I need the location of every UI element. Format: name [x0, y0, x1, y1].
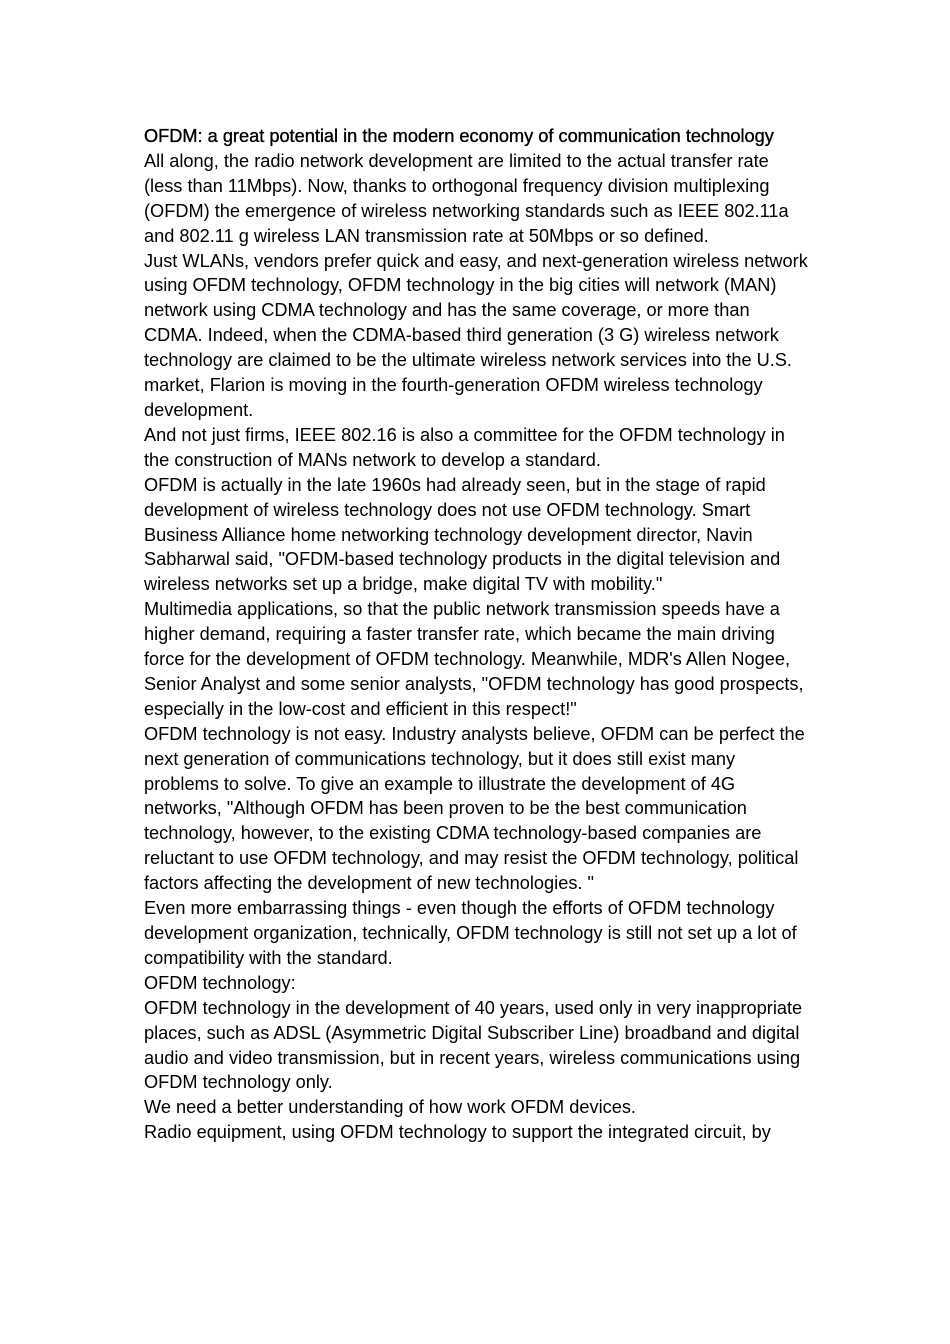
paragraph-intro: All along, the radio network development are limited to the actual transfer rate (less than 11Mbps). Now, thanks to orthogonal frequency division multiplexing (OFDM) the emergence of wireless networking standards such as IEEE 802.11a and 802.11 g wireless LAN transmission rate at 50Mbps or so defined. — [144, 150, 789, 246]
document-title: OFDM: a great potential in the modern economy of communication technology — [144, 126, 774, 146]
paragraph-development: OFDM technology in the development of 40 years, used only in very inappropriate places, such as ADSL (Asymmetric Digital Subscriber Line) broadband and digital audio and video transmission, but in recent years, wireless communications using OFDM technology only. — [144, 997, 803, 1093]
paragraph-multimedia: Multimedia applications, so that the public network transmission speeds have a higher demand, requiring a faster transfer rate, which became the main driving force for the development of OFDM technology. Meanwhile, MDR's Allen Nogee, Senior Analyst and some senior analysts, "OFDM technology has good prospects, especially in the low-cost and efficient in this respect!" — [144, 599, 804, 719]
section-heading-ofdm-technology: OFDM technology: — [144, 972, 296, 993]
paragraph-radio-equipment: Radio equipment, using OFDM technology to support the integrated circuit, by — [144, 1122, 771, 1143]
paragraph-history: OFDM is actually in the late 1960s had already seen, but in the stage of rapid development of wireless technology does not use OFDM technology. Smart Business Alliance home networking technology development director, Navin Sabharwal said, "OFDM-based technology products in the digital television and wireless networks set up a bridge, make digital TV with mobility." — [144, 474, 781, 595]
document-page — [144, 124, 810, 1145]
paragraph-understanding: We need a better understanding of how work OFDM devices. — [144, 1097, 636, 1118]
paragraph-challenges: OFDM technology is not easy. Industry analysts believe, OFDM can be perfect the next generation of communications technology, but it does still exist many problems to solve. To give an example to illustrate the development of 4G networks, "Although OFDM has been proven to be the best communication technology, however, to the existing CDMA technology-based companies are reluctant to use OFDM technology, and may resist the OFDM technology, political factors affecting the development of new technologies. " — [144, 723, 805, 894]
paragraph-compatibility: Even more embarrassing things - even though the efforts of OFDM technology development organization, technically, OFDM technology is still not set up a lot of compatibility with the standard. — [144, 898, 797, 968]
paragraph-ieee-80216: And not just firms, IEEE 802.16 is also a committee for the OFDM technology in the construction of MANs network to develop a standard. — [144, 424, 785, 470]
paragraph-wlans: Just WLANs, vendors prefer quick and easy, and next-generation wireless network using OFDM technology, OFDM technology in the big cities will network (MAN) network using CDMA technology and has the same coverage, or more than CDMA. Indeed, when the CDMA-based third generation (3 G) wireless network technology are claimed to be the ultimate wireless network services into the U.S. market, Flarion is moving in the fourth-generation OFDM wireless technology development. — [144, 250, 808, 420]
